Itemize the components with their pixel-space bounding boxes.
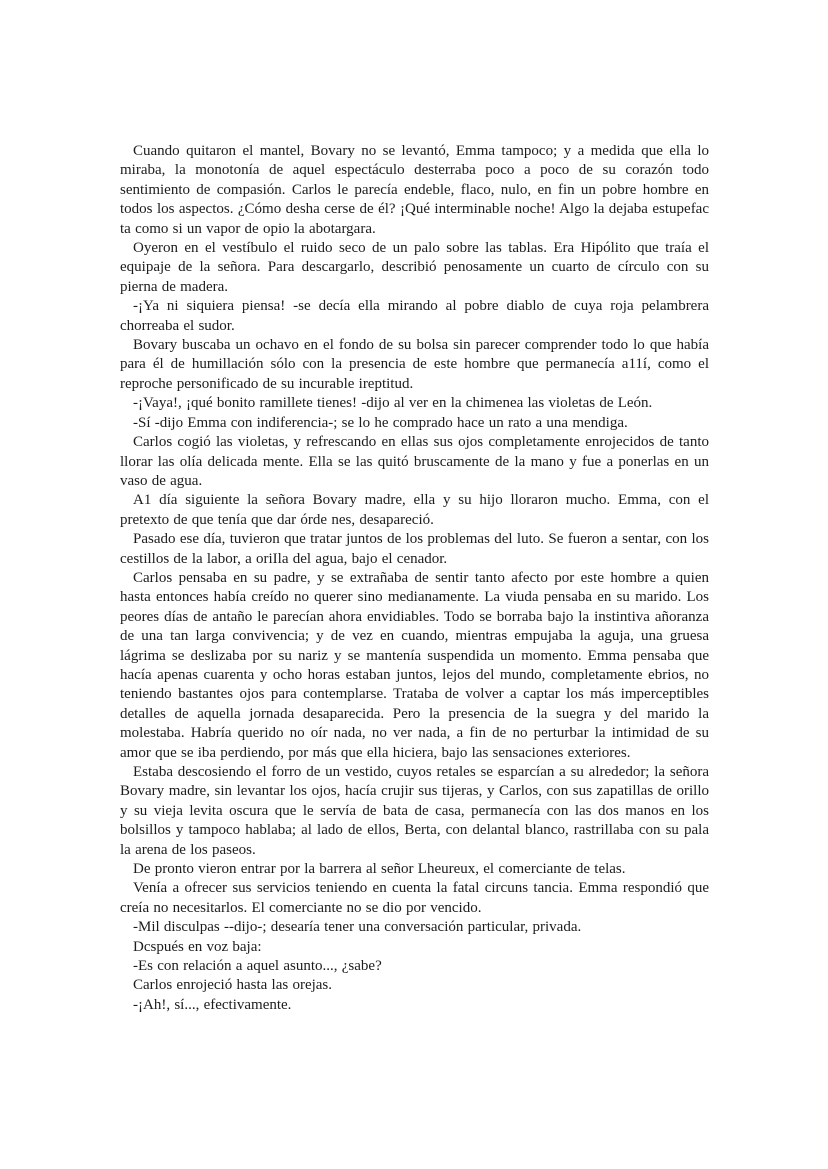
paragraph: -Mil disculpas --dijo-; desearía tener una conversación particular, privada. xyxy=(133,919,582,936)
paragraph: Carlos enrojeció hasta las orejas. xyxy=(133,977,333,994)
paragraph: Venía a ofrecer sus servicios teniendo en cuenta la fatal circuns tancia. Emma respondió que creía no necesitarlos. El comerciante no se dio por vencido. xyxy=(120,880,709,916)
paragraph: Carlos cogió las violetas, y refrescando en ellas sus ojos completamente enrojecidos de tanto llorar las olía delicada mente. Ella se las quitó bruscamente de la mano y fue a ponerlas en un vaso de agua. xyxy=(120,434,709,489)
paragraph: Pasado ese día, tuvieron que tratar juntos de los problemas del luto. Se fueron a sentar, con los cestillos de la labor, a oriIla del agua, bajo el cenador. xyxy=(120,531,709,567)
paragraph: Estaba descosiendo el forro de un vestido, cuyos retales se esparcían a su alrededor; la señora Bovary madre, sin levantar los ojos, hacía crujir sus tijeras, y Carlos, con sus zapatillas de orillo y su vieja levita oscura que le servía de bata de casa, permanecía con las dos manos en los bolsillos y tampoco hablaba; al lado de ellos, Berta, con delantal blanco, rastrillaba con su pala la arena de los paseos. xyxy=(120,764,709,858)
paragraph: Oyeron en el vestíbulo el ruido seco de un palo sobre las tablas. Era Hipólito que traía el equipaje de la señora. Para descargarlo, describió penosamente un cuarto de círculo con su pierna de madera. xyxy=(120,240,709,295)
paragraph: Carlos pensaba en su padre, y se extrañaba de sentir tanto afecto por este hombre a quien hasta entonces había creído no querer sino medianamente. La viuda pensaba en su marido. Los peores días de antaño le parecían ahora envidiables. Todo se borraba bajo la instintiva añoranza de una tan larga convivencia; y de vez en cuando, mientras empujaba la aguja, una gruesa lágrima se deslizaba por su nariz y se mantenía suspendida un momento. Emma pensaba que hacía apenas cuarenta y ocho horas estaban juntos, lejos del mundo, completamente ebrios, no teniendo bastantes ojos para contemplarse. Trataba de volver a captar los más imperceptibles detalles de aquella jornada desaparecida. Pero la presencia de la suegra y del marido la molestaba. Habría querido no oír nada, no ver nada, a fin de no perturbar la intimidad de su amor que se iba perdiendo, por más que ella hiciera, bajo las sensaciones exteriores. xyxy=(120,569,709,761)
paragraph: -Sí -dijo Emma con indiferencia-; se lo he comprado hace un rato a una mendiga. xyxy=(133,414,628,431)
paragraph: -¡Ya ni siquiera piensa! -se decía ella mirando al pobre diablo de cuya roja pelambrera chorreaba el sudor. xyxy=(120,298,709,334)
paragraph: -¡Ah!, sí..., efectivamente. xyxy=(133,996,292,1013)
paragraph: A1 día siguiente la señora Bovary madre, ella y su hijo lloraron mucho. Emma, con el pretexto de que tenía que dar órde nes, desapareció. xyxy=(120,492,709,528)
paragraph: Dcspués en voz baja: xyxy=(133,938,262,955)
paragraph: De pronto vieron entrar por la barrera al señor Lheureux, el comerciante de telas. xyxy=(133,861,626,878)
page-text xyxy=(120,142,709,1015)
paragraph: -¡Vaya!, ¡qué bonito ramillete tienes! -dijo al ver en la chimenea las violetas de León. xyxy=(133,395,653,412)
paragraph: -Es con relación a aquel asunto..., ¿sabe? xyxy=(133,958,382,975)
paragraph: Cuando quitaron el mantel, Bovary no se levantó, Emma tampoco; y a medida que ella lo miraba, la monotonía de aquel espectáculo desterraba poco a poco de su corazón todo sentimiento de compasión. Carlos le parecía endeble, flaco, nulo, en fin un pobre hombre en todos los aspectos. ¿Cómo desha cerse de él? ¡Qué interminable noche! Algo la dejaba estupefac ta como si un vapor de opio la abotargara. xyxy=(120,143,709,237)
paragraph: Bovary buscaba un ochavo en el fondo de su bolsa sin parecer comprender todo lo que había para él de humillación sólo con la presencia de este hombre que permanecía a11í, como el reproche personificado de su incurable ireptitud. xyxy=(120,337,709,392)
